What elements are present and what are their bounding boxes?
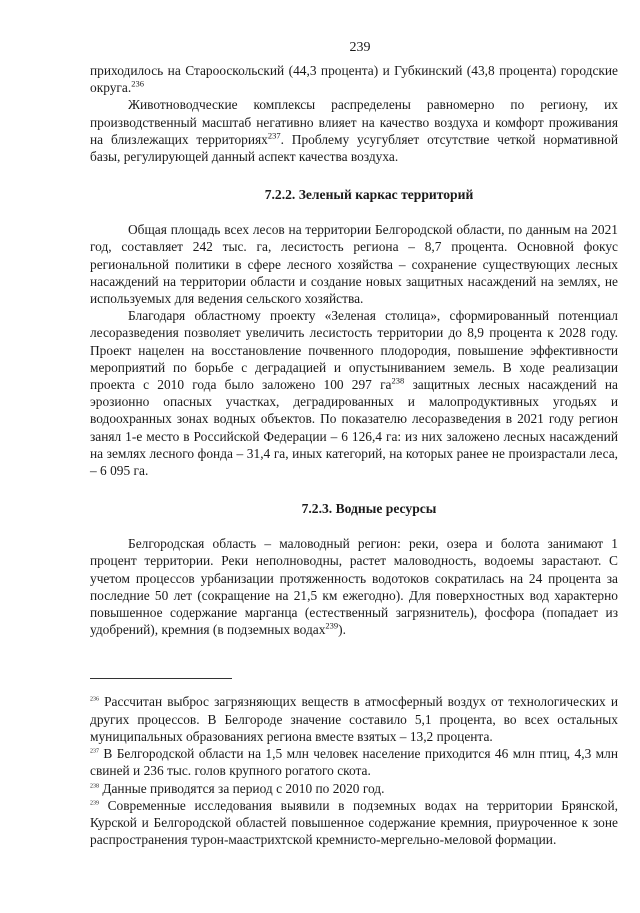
footnote-text: В Белгородской области на 1,5 млн человек население приходится 46 млн птиц, 4,3 млн свиней и 236 тыс. голов крупного рогатого скота.	[90, 746, 618, 779]
water-text-1: Белгородская область – маловодный регион: реки, озера и болота занимают 1 процент территории. Реки неполноводны, растет маловодность, водоемы зарастают. С учетом процессов урбанизации протяженность водотоков сократилась на 24 процента за последние 50 лет (сокращение на 21,5 км ежегодно). Для поверхностных вод характерно повышенное содержание марганца (естественный загрязнитель), фосфора (попадает из удобрений), кремния (в подземных водах	[90, 536, 618, 638]
footnote-text: Данные приводятся за период с 2010 по 2020 год.	[99, 780, 385, 796]
footnote-number: 239	[90, 800, 99, 807]
green-text-1: Благодаря областному проекту «Зеленая столица», сформированный потенциал лесоразведения позволяет увеличить лесистость территории до 8,9 процента к 2028 году. Проект нацелен на восстановление почвенного плодородия, повышение эффективности мероприятий по борьбе с деградацией и опустыниванием земель. В ходе реализации проекта с 2010 года было заложено 100 297 га	[90, 308, 618, 393]
green-text-2: защитных лесных насаждений на эрозионно опасных участках, деградированных и малопродуктивных угодьях и водоохранных зонах водных объектов. По показателю лесоразведения в 2021 году регион занял 1-е место в Российской Федерации – 6 126,4 га: из них заложено лесных насаждений на землях лесного фонда – 31,4 га, иных категорий, на которых ранее не произрастали леса, – 6 095 га.	[90, 377, 618, 479]
footnote-236	[90, 693, 618, 745]
footnote-ref-239[interactable]: 239	[325, 620, 339, 631]
page-number: 239	[349, 40, 371, 55]
water-paragraph-1	[90, 535, 618, 638]
intro-text: приходилось на Старооскольский (44,3 процента) и Губкинский (43,8 процента) городские округа.	[90, 63, 618, 96]
intro-paragraph	[90, 62, 618, 96]
footnote-number: 236	[90, 697, 99, 704]
water-text-2: ).	[338, 622, 346, 638]
footnote-number: 237	[90, 748, 99, 755]
footnote-text: Современные исследования выявили в подземных водах на территории Брянской, Курской и Белгородской областей повышенное содержание кремния, приуроченное к зоне распространения турон-маастрихтской кремнисто-мергельно-меловой формации.	[90, 797, 618, 848]
section-heading-green: 7.2.2. Зеленый каркас территорий	[264, 187, 474, 203]
footnote-239	[90, 797, 618, 849]
footnote-ref-238[interactable]: 238	[391, 375, 405, 386]
footnote-237	[90, 745, 618, 779]
footnote-divider	[90, 678, 232, 679]
footnote-number: 238	[90, 783, 99, 790]
section-heading-water: 7.2.3. Водные ресурсы	[301, 501, 437, 517]
green-paragraph-1: Общая площадь всех лесов на территории Белгородской области, по данным на 2021 год, составляет 242 тыс. га, лесистость региона – 8,7 процента. Основной фокус региональной политики в сфере лесного хозяйства – сохранение существующих лесных насаждений на территории области и создание новых защитных насаждений на землях, не используемых для ведения сельского хозяйства.	[90, 222, 618, 307]
livestock-text-1: Животноводческие комплексы распределены равномерно по региону, их производственный масштаб негативно влияет на качество воздуха и комфорт проживания на близлежащих территориях	[90, 97, 618, 147]
footnote-ref-236[interactable]: 236	[131, 78, 144, 89]
livestock-text-2: . Проблему усугубляет отсутствие четкой нормативной базы, регулирующей данный аспект качества воздуха.	[90, 131, 618, 165]
footnote-ref-237[interactable]: 237	[267, 130, 281, 141]
footnote-text: Рассчитан выброс загрязняющих веществ в атмосферный воздух от технологических и других процессов. В Белгороде значение составило 5,1 процента, во всех остальных муниципальных образованиях региона вместе взятых – 13,2 процента.	[90, 694, 618, 744]
footnote-238	[90, 780, 618, 797]
livestock-paragraph	[90, 96, 618, 165]
green-paragraph-2	[90, 307, 618, 479]
footnotes	[90, 693, 618, 848]
